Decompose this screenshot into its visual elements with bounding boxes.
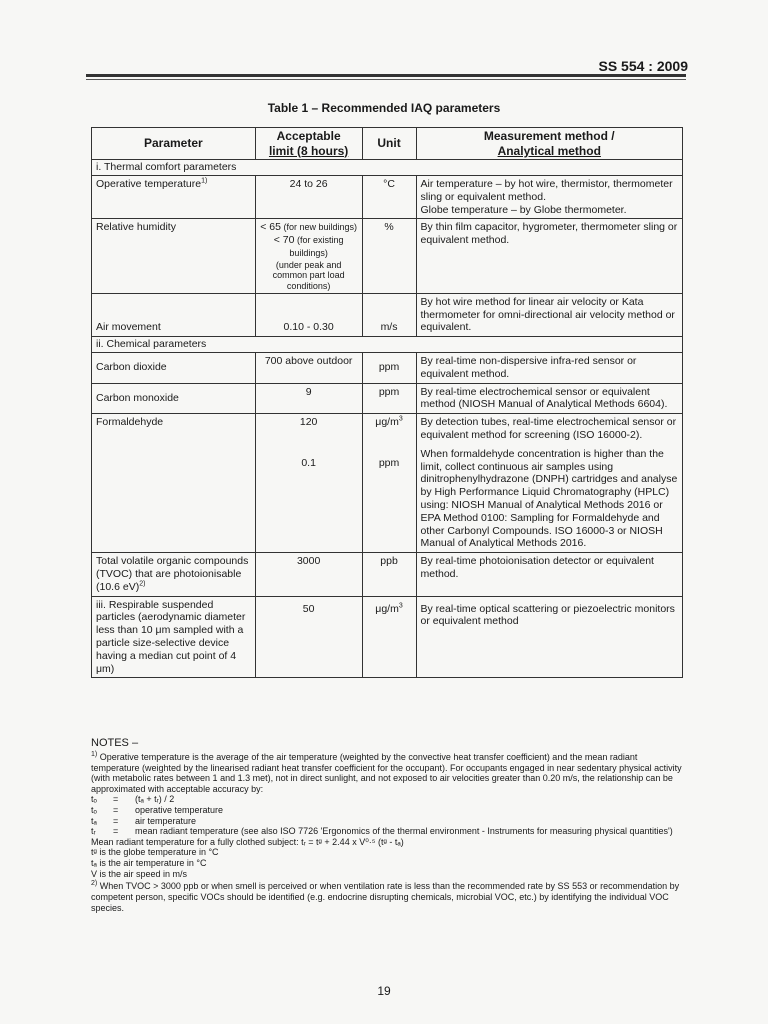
table-row <box>92 219 683 293</box>
def-symbol: tₒ <box>91 794 97 805</box>
unit-cell: ppb <box>362 553 416 596</box>
v-definition: V is the air speed in m/s <box>91 868 188 879</box>
tg-definition: tᵍ is the globe temperature in °C <box>91 847 219 858</box>
table-row <box>92 353 683 384</box>
notes-heading: NOTES – <box>91 737 139 749</box>
col-header-limit: Acceptable limit (8 hours) <box>255 128 362 160</box>
param-cell: Carbon monoxide <box>92 383 256 414</box>
def-symbol: tₐ <box>91 815 97 826</box>
table-row <box>92 414 683 553</box>
limit-cell: 50 <box>255 596 362 678</box>
unit-cell: ppm <box>362 383 416 414</box>
param-cell: Formaldehyde <box>92 414 256 553</box>
param-cell: Operative temperature$^{1)}$ <box>92 176 256 219</box>
note-1: $^{1)}$ Operative temperature is the average of the air temperature (weighted by the convective heat transfer coefficient) and the mean radiant temperature (weighted by the linearised radiant heat transfer coefficient for the occupant). For occupants engaged in near sedentary physical activity (with metabolic rates between 1 and 1.3 met), not in direct sunlight, and not exposed to air velocities greater than 0.20 m/s, the relationship can be approximated with acceptable accuracy by: <box>91 750 682 794</box>
unit-cell: °C <box>362 176 416 219</box>
unit-cell: ppm <box>362 353 416 384</box>
mrt-formula: Mean radiant temperature for a fully clothed subject: tᵣ = tᵍ + 2.44 x V⁰·⁵ (tᵍ - tₐ) <box>91 836 404 847</box>
param-cell: Carbon dioxide <box>92 353 256 384</box>
method-cell: By real-time electrochemical sensor or equivalent method (NIOSH Manual of Analytical Methods 6604). <box>416 383 683 414</box>
def-eq: = <box>113 815 119 826</box>
limit-cell: 0.10 - 0.30 <box>255 293 362 336</box>
unit-cell: $\mu g/m^3$ ppm <box>362 414 416 553</box>
col-header-unit: Unit <box>362 128 416 160</box>
method-cell: By real-time photoionisation detector or equivalent method. <box>416 553 683 596</box>
method-cell: By hot wire method for linear air velocity or Kata thermometer for omni-directional air velocity method or equivalent. <box>416 293 683 336</box>
unit-cell: % <box>362 219 416 293</box>
document-code: SS 554 : 2009 <box>598 58 688 74</box>
def-eq: = <box>113 794 119 805</box>
table-title: Table 1 – Recommended IAQ parameters <box>267 101 501 115</box>
def-text: mean radiant temperature (see also ISO 7726 'Ergonomics of the thermal environment - Instruments for measuring physical quantities') <box>135 826 673 837</box>
method-cell: By real-time non-dispersive infra-red sensor or equivalent method. <box>416 353 683 384</box>
param-cell: iii. Respirable suspended particles (aerodynamic diameter less than 10 μm sampled with a particle size-selective device having a median cut point of 4 μm) <box>92 596 256 678</box>
limit-cell: 3000 <box>255 553 362 596</box>
param-cell: Air movement <box>92 293 256 336</box>
header-rule <box>86 74 686 77</box>
header-row <box>92 128 683 160</box>
def-eq: = <box>113 826 119 837</box>
limit-cell: 24 to 26 <box>255 176 362 219</box>
header-rule-thin <box>86 79 686 80</box>
def-text: (tₐ + tᵣ) / 2 <box>135 794 175 805</box>
limit-cell: 120 0.1 <box>255 414 362 553</box>
table-row <box>92 293 683 336</box>
method-cell: By real-time optical scattering or piezoelectric monitors or equivalent method <box>416 596 683 678</box>
limit-cell: 9 <box>255 383 362 414</box>
param-cell: Total volatile organic compounds (TVOC) that are photoionisable (10.6 eV)$^{2)}$ <box>92 553 256 596</box>
def-symbol: tᵣ <box>91 826 96 837</box>
limit-cell: 700 above outdoor <box>255 353 362 384</box>
notes <box>91 737 685 913</box>
ta-definition: tₐ is the air temperature in °C <box>91 858 207 869</box>
definition-list <box>91 794 685 836</box>
section-row <box>92 337 683 353</box>
def-text: operative temperature <box>135 805 224 816</box>
method-cell: By thin film capacitor, hygrometer, thermometer sling or equivalent method. <box>416 219 683 293</box>
method-cell: By detection tubes, real-time electrochemical sensor or equivalent method for screening (ISO 16000-2). When formaldehyde concentration is higher than the limit, collect continuous air samples using dinitrophenylhydrazone (DNPH) cartridges and analyse by High Performance Liquid Chromatography (HPLC) using: NIOSH Manual of Analytical Methods 2016 or EPA Method 0100: Sampling for Formaldehyde and other Carbonyl Compounds. ISO 16000-3 or NIOSH Manual of Analytical Methods 2016. <box>416 414 683 553</box>
unit-cell: m/s <box>362 293 416 336</box>
table-row <box>92 596 683 678</box>
def-symbol: tₒ <box>91 805 97 816</box>
table-row <box>92 383 683 414</box>
section-chemical: ii. Chemical parameters <box>92 337 683 353</box>
table-row <box>92 176 683 219</box>
note-2: $^{2)}$ When TVOC > 3000 ppb or when smell is perceived or when ventilation rate is less than the recommended rate by SS 553 or recommendation by competent person, specific VOCs should be identified (e.g. endocrine disrupting chemicals, microbial VOC, etc.) by identifying the individual VOC species. <box>91 880 680 913</box>
col-header-method: Measurement method / Analytical method <box>416 128 683 160</box>
def-eq: = <box>113 805 119 816</box>
section-row <box>92 160 683 176</box>
col-header-parameter: Parameter <box>92 128 256 160</box>
method-cell: Air temperature – by hot wire, thermistor, thermometer sling or equivalent method. Globe temperature – by Globe thermometer. <box>416 176 683 219</box>
param-cell: Relative humidity <box>92 219 256 293</box>
unit-cell: $\mu g/m^3$ <box>362 596 416 678</box>
limit-cell: < 65 (for new buildings) < 70 (for existing buildings) (under peak and common part load conditions) <box>255 219 362 293</box>
iaq-table <box>91 127 683 678</box>
def-text: air temperature <box>135 815 197 826</box>
table-row <box>92 553 683 596</box>
section-thermal: i. Thermal comfort parameters <box>92 160 683 176</box>
page-number: 19 <box>377 984 391 998</box>
